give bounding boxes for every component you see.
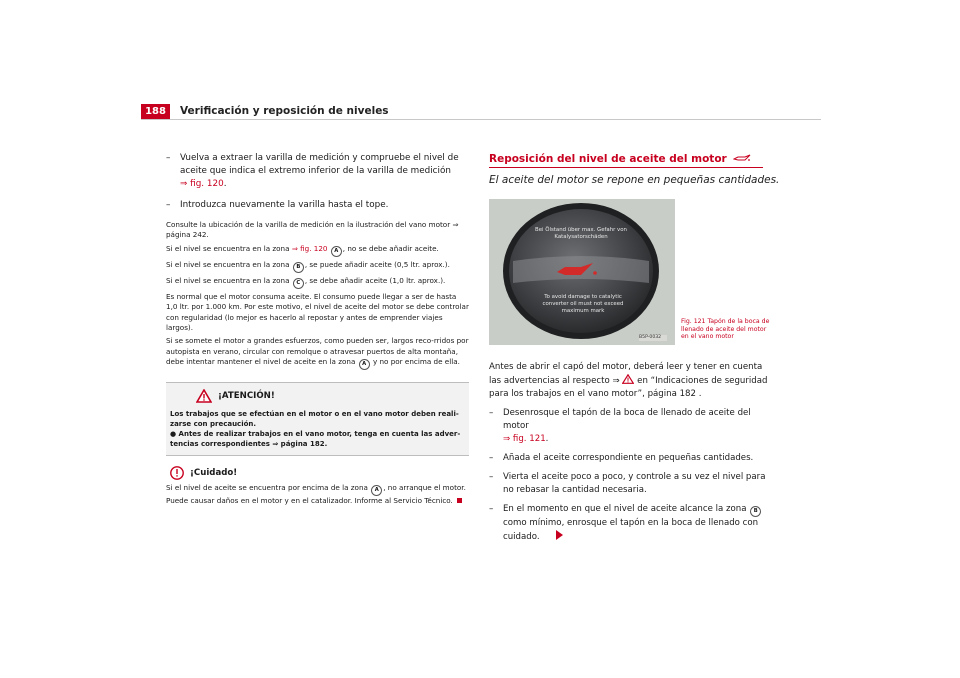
right-column [489,361,769,550]
list-item: – Introduzca nuevamente la varilla hasta el tope. [166,200,389,210]
paragraph: Si se somete el motor a grandes esfuerzos, como pueden ser, largos reco-rridos por autopista en verano, circular con remolque o atravesar puertos de alta montaña, debe intentar mantener el nivel de aceite en la zona A y no por encima de ella. [166,336,469,370]
page-182-link[interactable]: ⇒ página 182. [272,440,328,449]
list-item: – Desenrosque el tapón de la boca de llenado de aceite del motor ⇒ fig. 121. [489,408,751,444]
header-divider [141,119,821,120]
fig-120-link[interactable]: ⇒ fig. 120 [180,179,224,189]
oil-cap-image [489,199,675,345]
fig-121-link[interactable]: ⇒ fig. 121 [503,434,546,444]
paragraph: Si el nivel se encuentra en la zona ⇒ fig. 120 A , no se debe añadir aceite. [166,244,469,257]
list-item: – Añada el aceite correspondiente en pequeñas cantidades. [489,453,754,463]
zone-badge-b: B [293,262,304,273]
paragraph: Consulte la ubicación de la varilla de medición en la ilustración del vano motor ⇒ página 242. [166,220,459,240]
zone-badge-a: A [359,359,370,370]
caution-exclamation-icon [170,466,184,480]
list-item: – Vuelva a extraer la varilla de medición y compruebe el nivel de aceite que indica el extremo inferior de la varilla de medición ⇒ fig. 120. [166,153,459,189]
caution-header [170,466,469,480]
page-242-link[interactable]: ⇒ página 242. [166,220,459,240]
bullet-icon: ● [170,430,177,439]
photo-text-top: Bei Ölstand über max. Gefahr von Katalysatorschäden [535,227,627,240]
paragraph: Si el nivel se encuentra en la zona C , se debe añadir aceite (1,0 ltr. aprox.). [166,276,469,289]
left-column [166,152,469,510]
section-divider [489,167,763,168]
warning-title: ¡ATENCIÓN! [218,391,275,402]
section-title: Reposición del nivel de aceite del motor [489,153,751,165]
section-subtitle: El aceite del motor se repone en pequeñas cantidades. [489,174,780,186]
photo-code: B5P-0032 [639,335,662,340]
warning-box [166,382,469,456]
warning-line: ● Antes de realizar trabajos en el vano motor, tenga en cuenta las adver-tencias correspondientes ⇒ página 182. [170,430,461,449]
caution-text: Si el nivel de aceite se encuentra por encima de la zona A , no arranque el motor. Puede causar daños en el motor y en el catalizador. Informe al Servicio Técnico. [166,483,466,506]
zone-badge-b: B [750,506,761,517]
caution-title: ¡Cuidado! [190,468,238,479]
end-of-section-icon [457,498,462,503]
warning-triangle-icon [196,389,212,403]
paragraph: Antes de abrir el capó del motor, deberá leer y tener en cuenta las advertencias al respecto ⇒ en “Indicaciones de seguridad para los trabajos en el vano motor”, página 182 . [489,362,768,399]
figure-caption: Fig. 121 Tapón de la boca de llenado de aceite del motor en el vano motor [681,318,770,341]
warning-triangle-icon [622,374,634,384]
page-header-title: Verificación y reposición de niveles [180,105,389,117]
zone-badge-a: A [371,485,382,496]
oil-cap-figure [489,199,675,345]
photo-text-bottom: To avoid damage to catalytic converter oil must not exceed maximum mark [542,294,624,314]
step-text: Vuelva a extraer la varilla de medición y compruebe el nivel de aceite que indica el extremo inferior de la varilla de medición [180,153,459,176]
zone-badge-c: C [293,278,304,289]
warning-line: Los trabajos que se efectúan en el motor o en el vano motor deben reali-zarse con precaución. [170,410,459,429]
step-text: Introduzca nuevamente la varilla hasta el tope. [180,200,389,210]
continue-arrow-icon [556,530,563,540]
oil-can-icon [733,153,751,162]
page-number: 188 [141,104,170,120]
fig-120-link[interactable]: ⇒ fig. 120 [291,243,328,253]
zone-badge-a: A [331,246,342,257]
list-item: – Vierta el aceite poco a poco, y controle a su vez el nivel para no rebasar la cantidad necesaria. [489,472,766,495]
list-item: – En el momento en que el nivel de aceite alcance la zona B como mínimo, enrosque el tapón en la boca de llenado con cuidado. [489,503,769,544]
paragraph: Si el nivel se encuentra en la zona B , se puede añadir aceite (0,5 ltr. aprox.). [166,260,469,273]
paragraph: Es normal que el motor consuma aceite. El consumo puede llegar a ser de hasta 1,0 ltr. por 1.000 km. Por este motivo, el nivel de aceite del motor se debe controlar con regularidad (lo mejor es hacerlo al repostar y antes de emprender viajes largos). [166,291,469,333]
